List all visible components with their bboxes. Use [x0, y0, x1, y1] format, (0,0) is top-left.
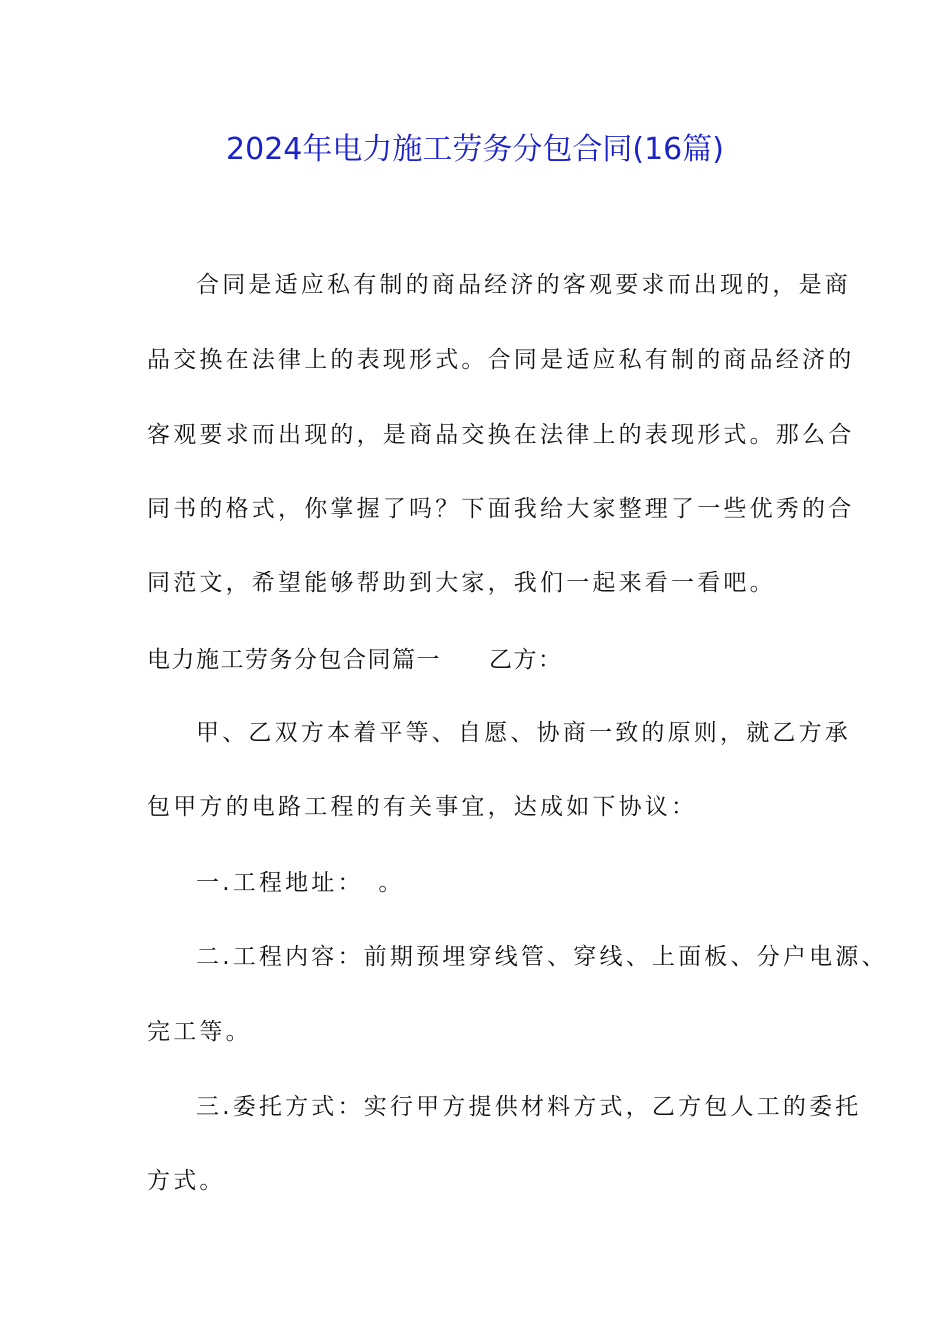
intro-line: 同书的格式，你掌握了吗？下面我给大家整理了一些优秀的合 [147, 496, 855, 522]
intro-line: 客观要求而出现的，是商品交换在法律上的表现形式。那么合 [147, 422, 855, 448]
clause-address: 一.工程地址： 。 [196, 870, 405, 896]
intro-line: 同范文，希望能够帮助到大家，我们一起来看一看吧。 [147, 570, 776, 596]
section-heading: 电力施工劳务分包合同篇一 [147, 647, 441, 673]
clause-content: 二.工程内容：前期预埋穿线管、穿线、上面板、分户电源、 [196, 944, 888, 970]
intro-line: 品交换在法律上的表现形式。合同是适应私有制的商品经济的 [147, 347, 855, 373]
body-line: 完工等。 [147, 1019, 252, 1045]
intro-line: 合同是适应私有制的商品经济的客观要求而出现的，是商 [196, 272, 851, 298]
document-title: 2024年电力施工劳务分包合同(16篇) [226, 132, 724, 167]
section-heading-line [147, 645, 563, 675]
section-party-label: 乙方： [489, 647, 563, 673]
clause-method: 三.委托方式：实行甲方提供材料方式，乙方包人工的委托 [196, 1094, 862, 1120]
body-line: 甲、乙双方本着平等、自愿、协商一致的原则，就乙方承 [196, 720, 851, 746]
body-line: 包甲方的电路工程的有关事宜，达成如下协议： [147, 794, 698, 820]
body-line: 方式。 [147, 1168, 226, 1194]
